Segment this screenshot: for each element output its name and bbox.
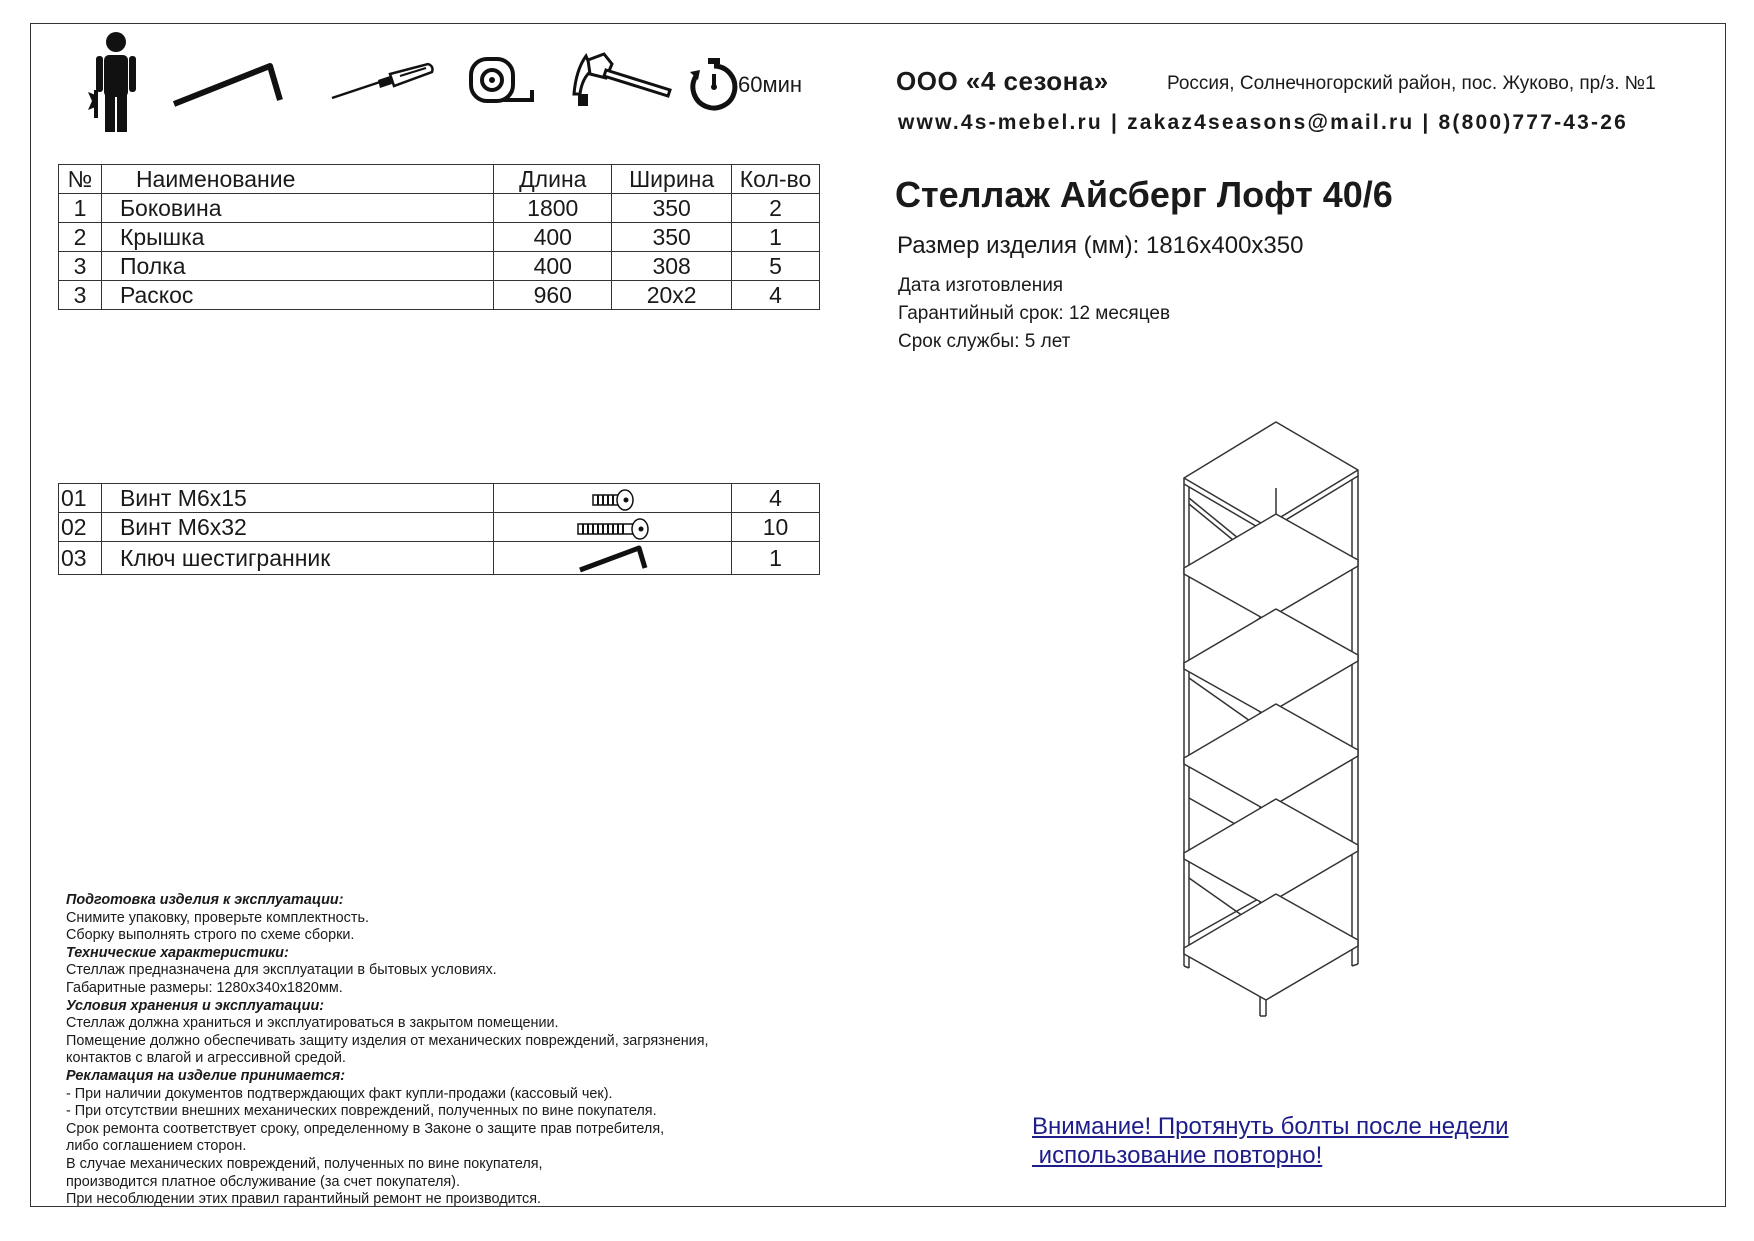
cell: 1	[732, 223, 820, 252]
bolt-warning	[1032, 1112, 1509, 1170]
notes-line: Габаритные размеры: 1280х340х1820мм.	[66, 979, 343, 996]
cell: 3	[59, 252, 102, 281]
product-size: Размер изделия (мм): 1816х400х350	[897, 232, 1304, 259]
column-header: Наименование	[101, 165, 493, 194]
notes-line: - При отсутствии внешних механических повреждений, полученных по вине покупателя.	[66, 1103, 657, 1120]
table-row	[59, 484, 820, 513]
notes-line: Помещение должно обеспечивать защиту изделия от механических повреждений, загрязнения,	[66, 1032, 709, 1049]
column-header: №	[59, 165, 102, 194]
notes-heading: Технические характеристики:	[66, 944, 289, 961]
parts-table	[58, 164, 820, 310]
cell: Ключ шестигранник	[101, 542, 494, 575]
stopwatch-icon	[688, 56, 740, 117]
cell: Винт М6х32	[101, 513, 494, 542]
notes-line: Сборку выполнять строго по схеме сборки.	[66, 927, 355, 944]
cell: 400	[494, 223, 612, 252]
cell: 308	[612, 252, 732, 281]
cell: 5	[732, 252, 820, 281]
notes-line: Стеллаж должна храниться и эксплуатироваться в закрытом помещении.	[66, 1015, 559, 1032]
cell: 960	[494, 281, 612, 310]
hex-key-icon	[494, 542, 732, 575]
cell: 3	[59, 281, 102, 310]
cell: 400	[494, 252, 612, 281]
notes-line: Снимите упаковку, проверьте комплектность.	[66, 909, 369, 926]
cell: 01	[59, 484, 102, 513]
cell: 350	[612, 194, 732, 223]
table-row	[59, 281, 820, 310]
warranty-period: Гарантийный срок: 12 месяцев	[898, 303, 1171, 324]
notes-line: Срок ремонта соответствует сроку, определенному в Законе о защите прав потребителя,	[66, 1120, 665, 1137]
product-title: Стеллаж Айсберг Лофт 40/6	[895, 174, 1393, 215]
tape-measure-icon	[468, 56, 536, 113]
notes-line: контактов с влагой и агрессивной средой.	[66, 1050, 346, 1067]
short-screw-icon	[494, 484, 732, 513]
table-row	[59, 223, 820, 252]
cell: 1	[59, 194, 102, 223]
notes-heading: Рекламация на изделие принимается:	[66, 1067, 346, 1084]
column-header: Длина	[494, 165, 612, 194]
notes-line: - При наличии документов подтверждающих факт купли-продажи (кассовый чек).	[66, 1085, 613, 1102]
cell: Крышка	[101, 223, 493, 252]
column-header: Ширина	[612, 165, 732, 194]
cell: 20х2	[612, 281, 732, 310]
cell: Боковина	[101, 194, 493, 223]
column-header: Кол-во	[732, 165, 820, 194]
screwdriver-icon	[330, 62, 435, 107]
assembly-time: 60мин	[738, 72, 803, 97]
cell: 4	[732, 281, 820, 310]
notes-line: либо соглашением сторон.	[66, 1138, 247, 1155]
notes-line: производится платное обслуживание (за счет покупателя).	[66, 1173, 460, 1190]
fasteners-table	[58, 483, 820, 575]
cell: 2	[732, 194, 820, 223]
notes-heading: Условия хранения и эксплуатации:	[66, 997, 325, 1014]
table-row	[59, 513, 820, 542]
cell: 03	[59, 542, 102, 575]
cell: 10	[732, 513, 820, 542]
service-life: Срок службы: 5 лет	[898, 331, 1071, 352]
table-row	[59, 194, 820, 223]
long-screw-icon	[494, 513, 732, 542]
shelf-unit-drawing	[1176, 418, 1376, 1023]
hex-key-icon	[170, 60, 285, 115]
cell: Полка	[101, 252, 493, 281]
table-row	[59, 252, 820, 281]
company-address: Россия, Солнечногорский район, пос. Жуково, пр/з. №1	[1167, 73, 1656, 94]
manufacture-date: Дата изготовления	[898, 275, 1064, 296]
notes-heading: Подготовка изделия к эксплуатации:	[66, 892, 344, 908]
usage-notes	[62, 892, 709, 1209]
person-icon	[82, 30, 142, 140]
table-header-row	[59, 165, 820, 194]
company-contacts: www.4s-mebel.ru | zakaz4seasons@mail.ru | 8(800)777-43-26	[898, 111, 1628, 134]
notes-line: Стеллаж предназначена для эксплуатации в бытовых условиях.	[66, 962, 497, 979]
cell: 02	[59, 513, 102, 542]
cell: 350	[612, 223, 732, 252]
cell: 1	[732, 542, 820, 575]
warning-line: использование повторно!	[1032, 1142, 1323, 1169]
company-name: ООО «4 сезона»	[896, 66, 1109, 96]
cell: Раскос	[101, 281, 493, 310]
warning-line: Внимание! Протянуть болты после недели	[1032, 1113, 1509, 1140]
cell: 1800	[494, 194, 612, 223]
cell: 2	[59, 223, 102, 252]
hammer-icon	[570, 50, 675, 117]
table-row	[59, 542, 820, 575]
notes-line: При несоблюдении этих правил гарантийный ремонт не производится.	[66, 1191, 542, 1208]
cell: 4	[732, 484, 820, 513]
cell: Винт М6х15	[101, 484, 494, 513]
notes-line: В случае механических повреждений, полученных по вине покупателя,	[66, 1155, 543, 1172]
